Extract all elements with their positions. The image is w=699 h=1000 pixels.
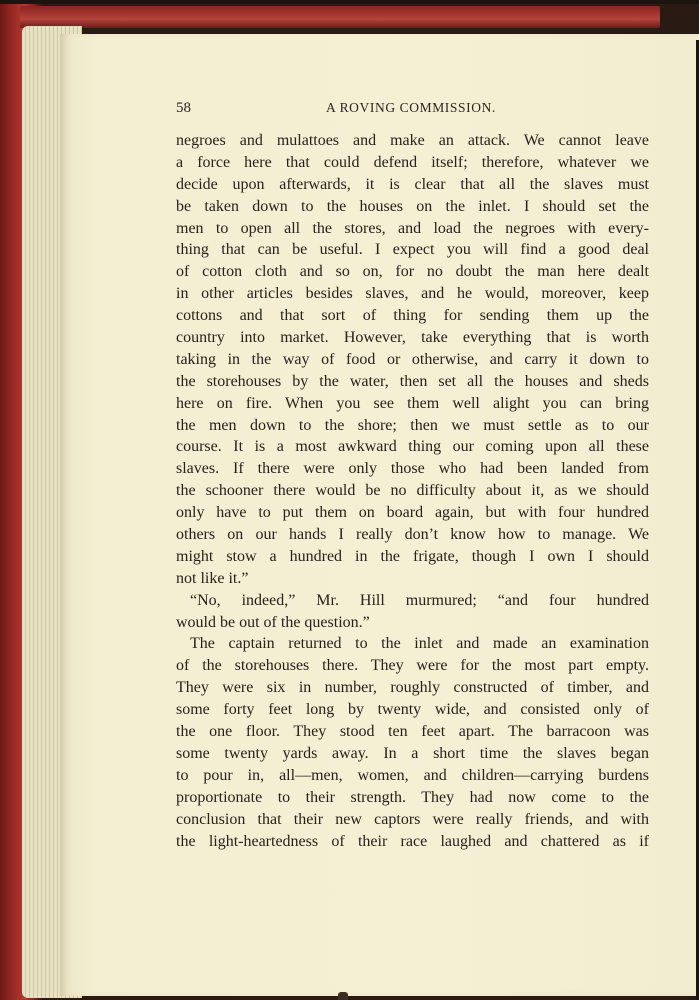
- text-line: taking in the way of food or otherwise, and carry it down to: [176, 350, 649, 368]
- text-line: might stow a hundred in the frigate, though I own I should: [176, 547, 649, 565]
- text-line: in other articles besides slaves, and he would, moreover, keep: [176, 285, 649, 303]
- text-line: of cotton cloth and so on, for no doubt the man here dealt: [176, 263, 649, 281]
- text-line: country into market. However, take everything that is worth: [176, 329, 649, 347]
- text-line: to pour in, all—men, women, and children—carrying burdens: [176, 766, 649, 784]
- body-text: [176, 130, 649, 852]
- page-header: [176, 100, 646, 120]
- text-line: the storehouses by the water, then set all the houses and sheds: [176, 372, 649, 390]
- running-title: A ROVING COMMISSION.: [326, 100, 496, 115]
- text-line: some forty feet long by twenty wide, and consisted only of: [176, 701, 649, 719]
- bookmark-tab: [338, 992, 348, 1000]
- text-line: slaves. If there were only those who had been landed from: [176, 460, 649, 478]
- text-line: the schooner there would be no difficulty about it, as we should: [176, 482, 649, 500]
- text-line: conclusion that their new captors were really friends, and with: [176, 810, 649, 828]
- text-line: a force here that could defend itself; therefore, whatever we: [176, 153, 649, 171]
- text-line: proportionate to their strength. They had now come to the: [176, 788, 649, 806]
- text-line: here on fire. When you see them well alight you can bring: [176, 394, 649, 412]
- text-line: the light-heartedness of their race laughed and chattered as if: [176, 832, 649, 850]
- text-line: thing that can be useful. I expect you will find a good deal: [176, 241, 649, 259]
- text-line: decide upon afterwards, it is clear that all the slaves must: [176, 175, 649, 193]
- text-line: only have to put them on board again, but with four hundred: [176, 504, 649, 522]
- page-number: 58: [176, 100, 191, 116]
- text-line: not like it.”: [176, 569, 249, 587]
- text-line: be taken down to the houses on the inlet. I should set the: [176, 197, 649, 215]
- text-line: of the storehouses there. They were for the most part empty.: [176, 657, 649, 675]
- text-line: the one floor. They stood ten feet apart. The barracoon was: [176, 723, 649, 741]
- text-line: the men down to the shore; then we must settle as to our: [176, 416, 649, 434]
- text-line: cottons and that sort of thing for sending them up the: [176, 307, 649, 325]
- text-line: men to open all the stores, and load the negroes with every-: [176, 219, 649, 237]
- text-line: some twenty yards away. In a short time the slaves began: [176, 744, 649, 762]
- text-line: negroes and mulattoes and make an attack. We cannot leave: [176, 132, 649, 149]
- text-line: They were six in number, roughly constructed of timber, and: [176, 679, 649, 697]
- text-line: The captain returned to the inlet and made an examination: [190, 635, 649, 653]
- book-cover-top-edge: [20, 6, 660, 28]
- text-line: others on our hands I really don’t know how to manage. We: [176, 526, 649, 544]
- text-line: course. It is a most awkward thing our coming upon all these: [176, 438, 649, 456]
- text-line: would be out of the question.”: [176, 613, 370, 631]
- text-line: “No, indeed,” Mr. Hill murmured; “and four hundred: [190, 591, 649, 609]
